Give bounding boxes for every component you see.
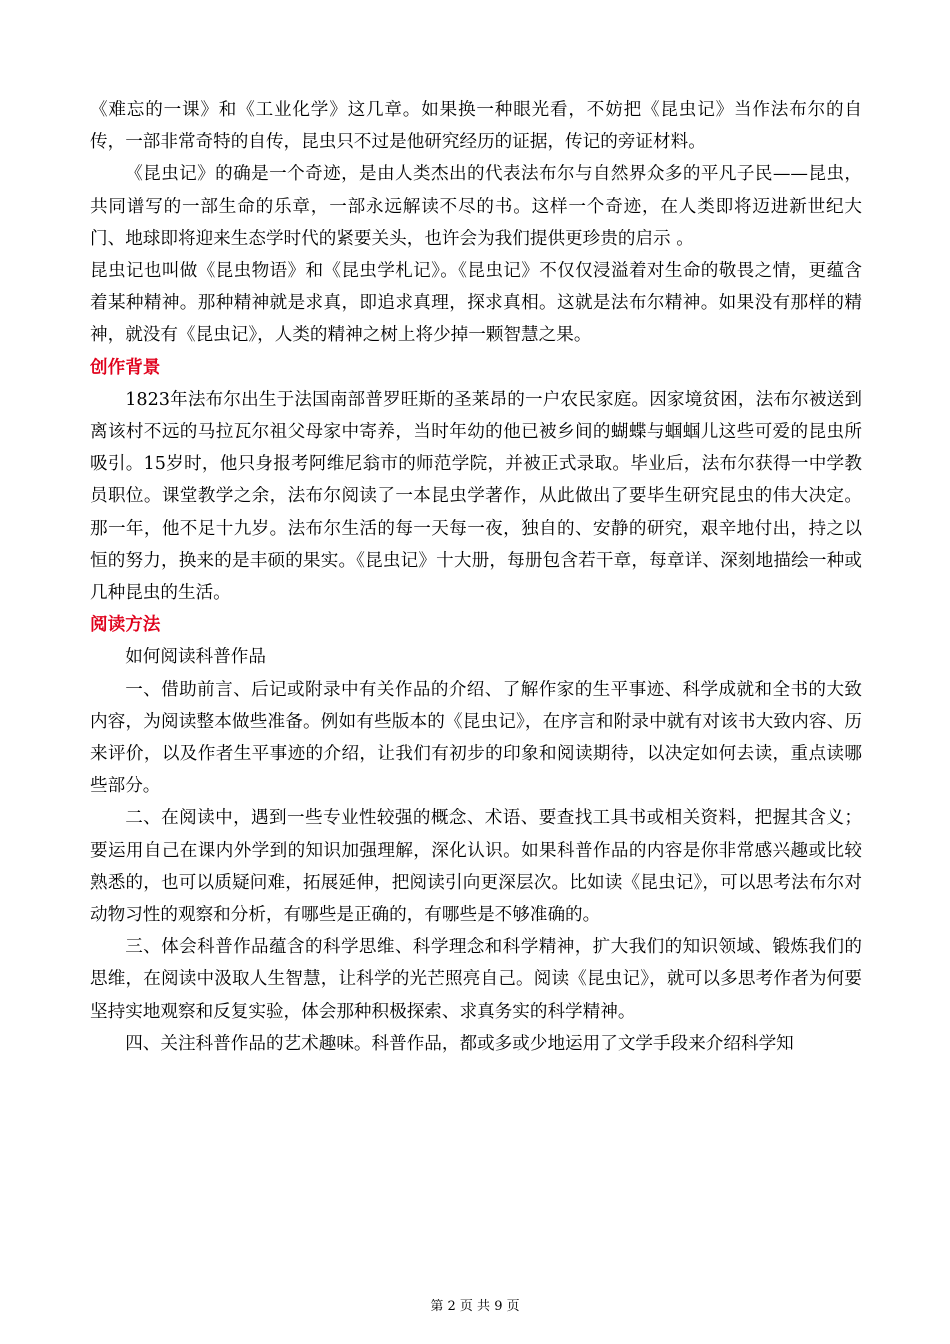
- intro-paragraph-3: 昆虫记也叫做《昆虫物语》和《昆虫学札记》。《昆虫记》不仅仅浸溢着对生命的敬畏之情，更蕴含着某种精神。那种精神就是求真，即追求真理，探求真相。这就是法布尔精神。如果没有那样的精神，就没有《昆虫记》，人类的精神之树上将少掉一颗智慧之果。: [90, 261, 862, 346]
- background-paragraph: 1823年法布尔出生于法国南部普罗旺斯的圣莱昂的一户农民家庭。因家境贫困，法布尔被送到离该村不远的马拉瓦尔祖父母家中寄养，当时年幼的他已被乡间的蝴蝶与蝈蝈儿这些可爱的昆虫所吸引。15岁时，他只身报考阿维尼翁市的师范学院，并被正式录取。毕业后，法布尔获得一中学教员职位。课堂教学之余，法布尔阅读了一本昆虫学著作，从此做出了要毕生研究昆虫的伟大决定。那一年，他不足十九岁。法布尔生活的每一天每一夜，独自的、安静的研究，艰辛地付出，持之以恒的努力，换来的是丰硕的果实。《昆虫记》十大册，每册包含若干章，每章详、深刻地描绘一种或几种昆虫的生活。: [90, 389, 862, 604]
- section-heading-reading-method: 阅读方法: [90, 614, 161, 636]
- intro-paragraph-1: 《难忘的一课》和《工业化学》这几章。如果换一种眼光看，不妨把《昆虫记》当作法布尔的自传，一部非常奇特的自传，昆虫只不过是他研究经历的证据，传记的旁证材料。: [90, 100, 862, 153]
- page-footer: 第 2 页 共 9 页: [430, 1299, 520, 1314]
- reading-method-item-1: 一、借助前言、后记或附录中有关作品的介绍、了解作家的生平事迹、科学成就和全书的大致内容，为阅读整本做些准备。例如有些版本的《昆虫记》，在序言和附录中就有对该书大致内容、历来评价，以及作者生平事迹的介绍，让我们有初步的印象和阅读期待，以决定如何去读，重点读哪些部分。: [90, 679, 862, 797]
- reading-method-subtitle: 如何阅读科普作品: [125, 647, 266, 668]
- reading-method-item-2: 二、在阅读中，遇到一些专业性较强的概念、术语、要查找工具书或相关资料，把握其含义；要运用自己在课内外学到的知识加强理解，深化认识。如果科普作品的内容是你非常感兴趣或比较熟悉的，也可以质疑问难，拓展延伸，把阅读引向更深层次。比如读《昆虫记》，可以思考法布尔对动物习性的观察和分析，有哪些是正确的，有哪些是不够准确的。: [90, 808, 862, 926]
- reading-method-item-3: 三、体会科普作品蕴含的科学思维、科学理念和科学精神，扩大我们的知识领域、锻炼我们的思维，在阅读中汲取人生智慧，让科学的光芒照亮自己。阅读《昆虫记》，就可以多思考作者为何要坚持实地观察和反复实验，体会那种积极探索、求真务实的科学精神。: [90, 937, 862, 1022]
- reading-method-item-4: 四、关注科普作品的艺术趣味。科普作品，都或多或少地运用了文学手段来介绍科学知: [125, 1033, 794, 1054]
- document-body: [90, 94, 862, 1060]
- section-heading-background: 创作背景: [90, 356, 161, 378]
- intro-paragraph-2: 《昆虫记》的确是一个奇迹，是由人类杰出的代表法布尔与自然界众多的平凡子民——昆虫，共同谱写的一部生命的乐章，一部永远解读不尽的书。这样一个奇迹，在人类即将迈进新世纪大门、地球即将迎来生态学时代的紧要关头，也许会为我们提供更珍贵的启示 。: [90, 164, 862, 249]
